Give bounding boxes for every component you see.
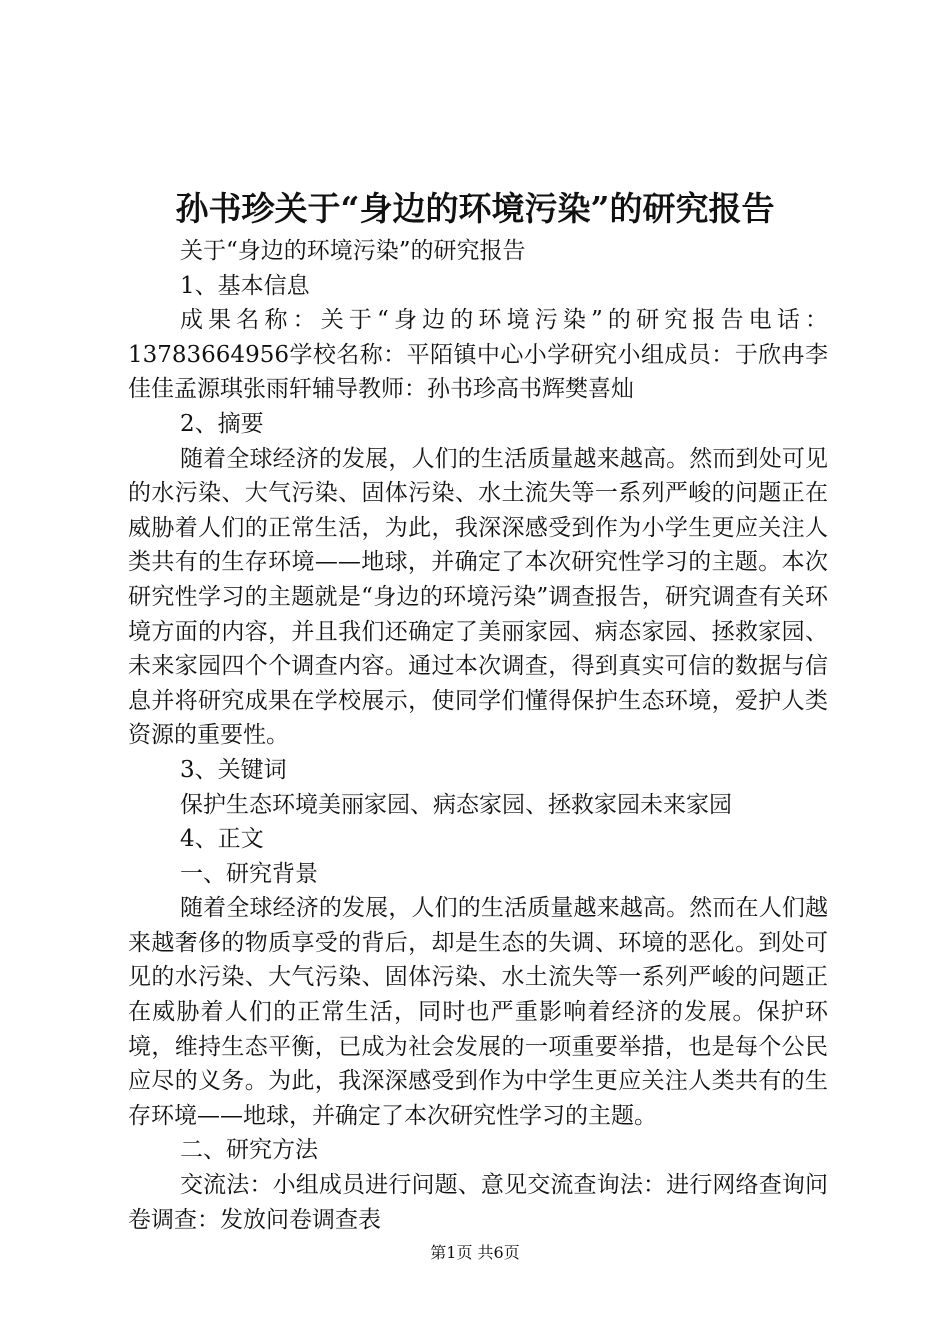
document-body	[128, 234, 828, 1237]
heading-basic-info: 1、基本信息	[180, 272, 310, 299]
paragraph-research-background: 随着全球经济的发展，人们的生活质量越来越高。然而在人们越来越奢侈的物质享受的背后，却是生态的失调、环境的恶化。到处可见的水污染、大气污染、固体污染、水土流失等一系列严峻的问题正在威胁着人们的正常生活，同时也严重影响着经济的发展。保护环境，维持生态平衡，已成为社会发展的一项重要举措，也是每个公民应尽的义务。为此，我深深感受到作为中学生更应关注人类共有的生存环境——地球，并确定了本次研究性学习的主题。	[128, 895, 828, 1129]
paragraph-abstract: 随着全球经济的发展，人们的生活质量越来越高。然而到处可见的水污染、大气污染、固体污染、水土流失等一系列严峻的问题正在威胁着人们的正常生活，为此，我深深感受到作为小学生更应关注人类共有的生存环境——地球，并确定了本次研究性学习的主题。本次研究性学习的主题就是“身边的环境污染”调查报告，研究调查有关环境方面的内容，并且我们还确定了美丽家园、病态家园、拯救家园、未来家园四个个调查内容。通过本次调查，得到真实可信的数据与信息并将研究成果在学校展示，使同学们懂得保护生态环境，爱护人类资源的重要性。	[128, 445, 828, 749]
heading-keywords: 3、关键词	[180, 756, 287, 783]
paragraph-research-methods: 交流法：小组成员进行问题、意见交流查询法：进行网络查询问卷调查：发放问卷调查表	[128, 1172, 828, 1233]
paragraph-basic-info: 成果名称：关于“身边的环境污染”的研究报告电话：13783664956学校名称：平陌镇中心小学研究小组成员：于欣冉李佳佳孟源琪张雨轩辅导教师：孙书珍高书辉樊喜灿	[128, 307, 828, 403]
document-title: 孙书珍关于“身边的环境污染”的研究报告	[175, 189, 775, 228]
heading-main-text: 4、正文	[180, 826, 264, 853]
paragraph-subtitle: 关于“身边的环境污染”的研究报告	[180, 238, 526, 264]
heading-research-background: 一、研究背景	[180, 860, 318, 887]
paragraph-keywords: 保护生态环境美丽家园、病态家园、拯救家园未来家园	[180, 791, 732, 818]
page-number-footer: 第1页 共6页	[430, 1243, 520, 1262]
heading-abstract: 2、摘要	[180, 410, 264, 437]
heading-research-methods: 二、研究方法	[180, 1137, 318, 1164]
